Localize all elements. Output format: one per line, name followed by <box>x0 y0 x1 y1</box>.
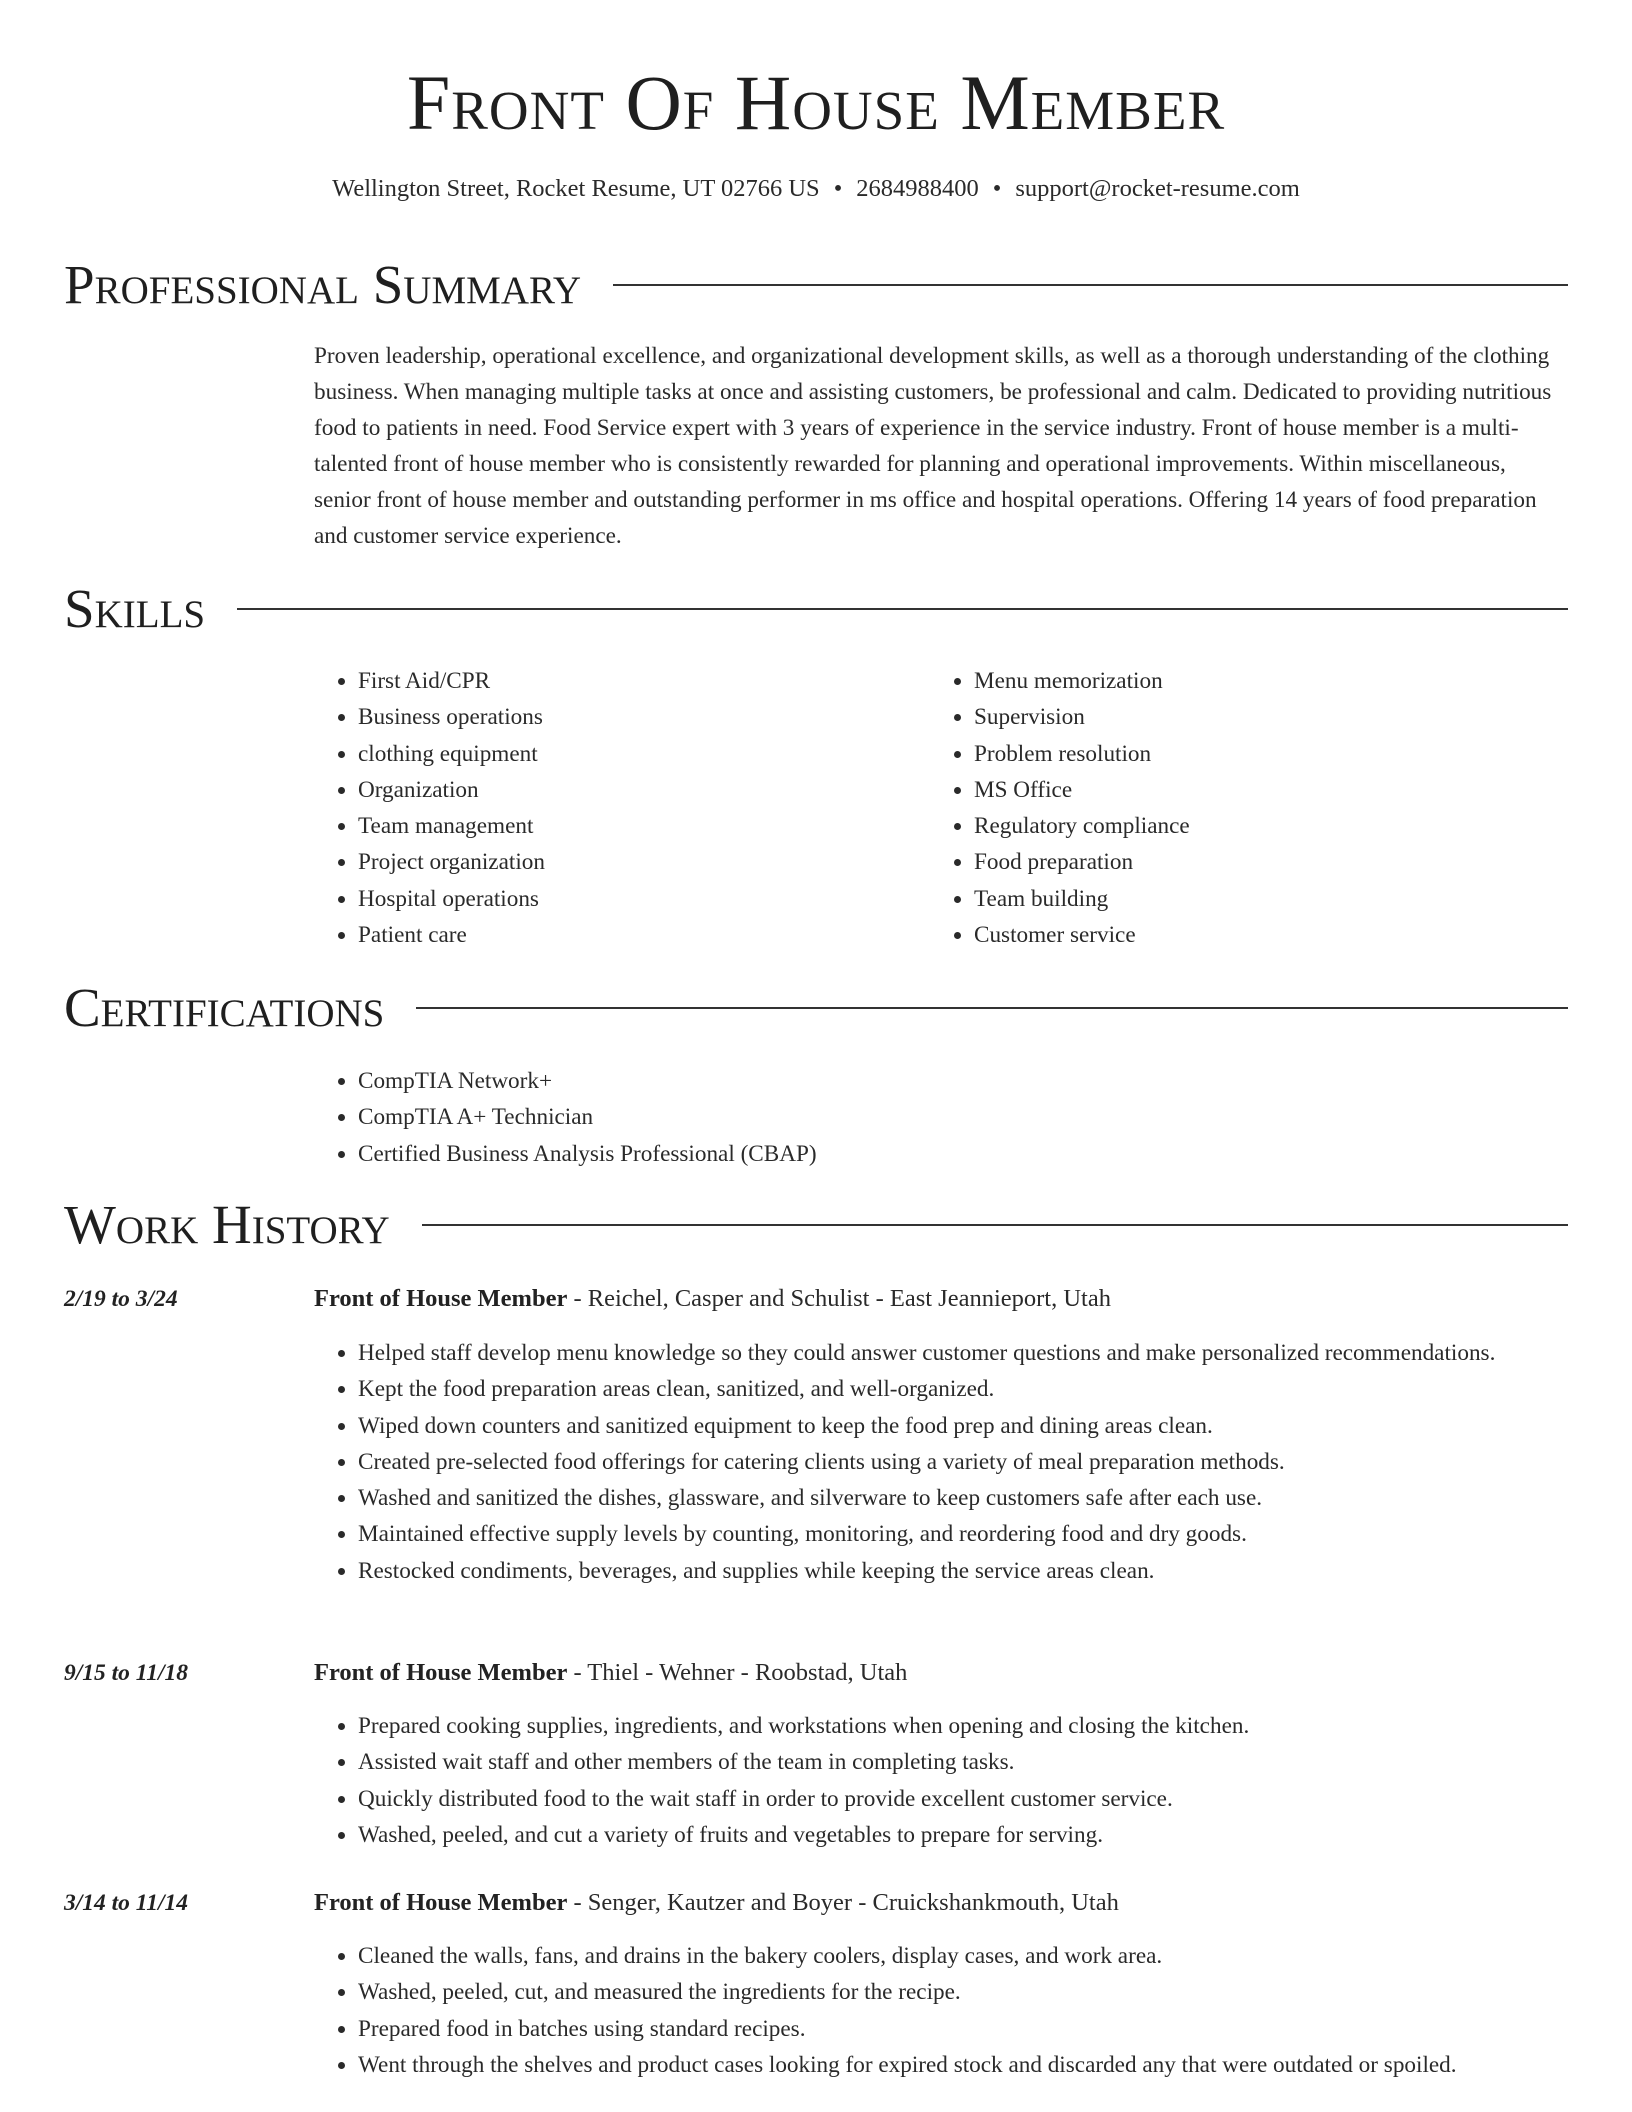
job-role: Front of House Member <box>314 1659 568 1686</box>
skill-item: • Patient care <box>358 917 894 953</box>
skill-item: • Organization <box>358 772 894 808</box>
contact-email: support@rocket-resume.com <box>1015 175 1300 202</box>
certifications-list <box>314 1063 1568 1172</box>
skills-column-right <box>930 663 1550 953</box>
job-duty: • Washed and sanitized the dishes, glassware, and silverware to keep customers safe after each use. <box>358 1480 1568 1516</box>
section-divider <box>422 1224 1568 1226</box>
job-duty: • Created pre-selected food offerings for catering clients using a variety of meal preparation methods. <box>358 1444 1568 1480</box>
certifications-title: Certifications <box>64 977 385 1038</box>
certification-item: • CompTIA A+ Technician <box>358 1099 1568 1135</box>
job-duty: • Washed, peeled, cut, and measured the ingredients for the recipe. <box>358 1974 1568 2010</box>
skills-heading <box>64 576 1568 642</box>
job-employer: - Reichel, Casper and Schulist - East Jeannieport, Utah <box>567 1285 1111 1312</box>
job-duty: • Restocked condiments, beverages, and supplies while keeping the service areas clean. <box>358 1553 1568 1589</box>
job-duty: • Washed, peeled, and cut a variety of fruits and vegetables to prepare for serving. <box>358 1817 1568 1853</box>
skill-item: • Menu memorization <box>974 663 1550 699</box>
job-duties <box>314 1938 1568 2083</box>
skill-item: • Hospital operations <box>358 881 894 917</box>
job-duty: • Assisted wait staff and other members of the team in completing tasks. <box>358 1744 1568 1780</box>
job-duty: • Prepared cooking supplies, ingredients, and workstations when opening and closing the kitchen. <box>358 1708 1568 1744</box>
skill-item: • Project organization <box>358 844 894 880</box>
skill-item: • Supervision <box>974 699 1550 735</box>
skill-item: • Team management <box>358 808 894 844</box>
section-divider <box>237 608 1568 610</box>
job-duties <box>314 1335 1568 1589</box>
contact-line <box>0 173 1632 205</box>
contact-address: Wellington Street, Rocket Resume, UT 02766 US <box>332 175 820 202</box>
certification-item: • CompTIA Network+ <box>358 1063 1568 1099</box>
resume-name: Front Of House Member <box>406 59 1226 146</box>
job-duty: • Wiped down counters and sanitized equipment to keep the food prep and dining areas clean. <box>358 1408 1568 1444</box>
skill-item: • Team building <box>974 881 1550 917</box>
skill-item: • MS Office <box>974 772 1550 808</box>
job-duty: • Kept the food preparation areas clean, sanitized, and well-organized. <box>358 1371 1568 1407</box>
contact-separator: • <box>992 175 1002 202</box>
job-duties <box>314 1708 1568 1853</box>
job-role: Front of House Member <box>314 1889 568 1916</box>
skill-item: • clothing equipment <box>358 736 894 772</box>
skill-item: • First Aid/CPR <box>358 663 894 699</box>
summary-title: Professional Summary <box>64 254 582 315</box>
job-title-line <box>314 1657 907 1689</box>
job-duty: • Maintained effective supply levels by counting, monitoring, and reordering food and dry goods. <box>358 1516 1568 1552</box>
job-duty: • Went through the shelves and product cases looking for expired stock and discarded any that were outdated or spoiled. <box>358 2047 1568 2083</box>
certification-item: • Certified Business Analysis Professional (CBAP) <box>358 1136 1568 1172</box>
job-role: Front of House Member <box>314 1285 568 1312</box>
job-dates: 9/15 to 11/18 <box>64 1660 189 1686</box>
job-title-line <box>314 1283 1111 1315</box>
summary-heading <box>64 252 1568 318</box>
work-history-title: Work History <box>64 1194 390 1255</box>
certifications-heading <box>64 975 1568 1041</box>
skills-column-left <box>314 663 894 953</box>
job-dates: 2/19 to 3/24 <box>64 1286 178 1312</box>
section-divider <box>613 284 1568 286</box>
skills-title: Skills <box>64 578 206 639</box>
job-duty: • Prepared food in batches using standard recipes. <box>358 2011 1568 2047</box>
skill-item: • Regulatory compliance <box>974 808 1550 844</box>
summary-text: Proven leadership, operational excellence, and organizational development skills, as well as a thorough understanding of the clothing business. When managing multiple tasks at once and assisting customers, be professional and calm. Dedicated to providing nutritious food to patients in need. Food Service expert with 3 years of experience in the service industry. Front of house member is a multi-talented front of house member who is consistently rewarded for planning and operational improvements. Within miscellaneous, senior front of house member and outstanding performer in ms office and hospital operations. Offering 14 years of food preparation and customer service experience. <box>314 343 1552 549</box>
skill-item: • Food preparation <box>974 844 1550 880</box>
job-title-line <box>314 1887 1119 1919</box>
skill-item: • Business operations <box>358 699 894 735</box>
job-employer: - Senger, Kautzer and Boyer - Cruickshankmouth, Utah <box>567 1889 1119 1916</box>
job-duty: • Quickly distributed food to the wait staff in order to provide excellent customer service. <box>358 1781 1568 1817</box>
contact-phone: 2684988400 <box>856 175 979 202</box>
job-duty: • Cleaned the walls, fans, and drains in the bakery coolers, display cases, and work area. <box>358 1938 1568 1974</box>
job-employer: - Thiel - Wehner - Roobstad, Utah <box>567 1659 908 1686</box>
work-history-heading <box>64 1192 1568 1258</box>
skill-item: • Customer service <box>974 917 1550 953</box>
contact-separator: • <box>833 175 843 202</box>
job-duty: • Helped staff develop menu knowledge so they could answer customer questions and make personalized recommendations. <box>358 1335 1568 1371</box>
job-dates: 3/14 to 11/14 <box>64 1890 189 1916</box>
section-divider <box>416 1007 1568 1009</box>
skill-item: • Problem resolution <box>974 736 1550 772</box>
